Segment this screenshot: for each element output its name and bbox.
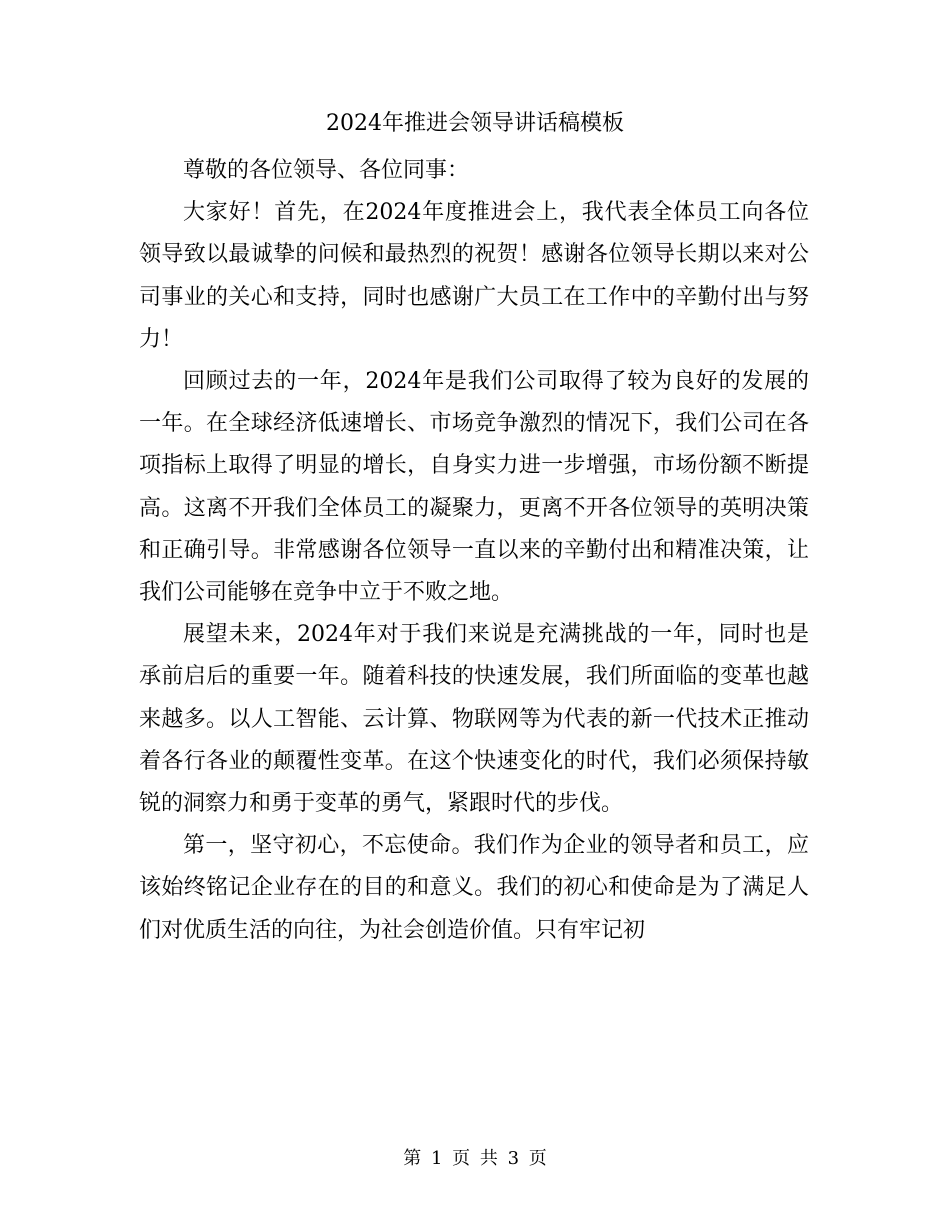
document-title: 2024年推进会领导讲话稿模板 (326, 111, 624, 136)
salutation: 尊敬的各位领导、各位同事： (183, 158, 470, 183)
paragraph-point-one: 第一，坚守初心，不忘使命。我们作为企业的领导者和员工，应该始终铭记企业存在的目的和意义。我们的初心和使命是为了满足人们对优质生活的向往，为社会创造价值。只有牢记初 (139, 833, 809, 943)
paragraph-greeting: 大家好！首先，在2024年度推进会上，我代表全体员工向各位领导致以最诚挚的问候和最热烈的祝贺！感谢各位领导长期以来对公司事业的关心和支持，同时也感谢广大员工在工作中的辛勤付出与努力！ (139, 200, 809, 352)
paragraph-review: 回顾过去的一年，2024年是我们公司取得了较为良好的发展的一年。在全球经济低速增长、市场竞争激烈的情况下，我们公司在各项指标上取得了明显的增长，自身实力进一步增强，市场份额不断提高。这离不开我们全体员工的凝聚力，更离不开各位领导的英明决策和正确引导。非常感谢各位领导一直以来的辛勤付出和精准决策，让我们公司能够在竞争中立于不败之地。 (139, 369, 809, 606)
paragraph-outlook: 展望未来，2024年对于我们来说是充满挑战的一年，同时也是承前启后的重要一年。随着科技的快速发展，我们所面临的变革也越来越多。以人工智能、云计算、物联网等为代表的新一代技术正推动着各行各业的颠覆性变革。在这个快速变化的时代，我们必须保持敏锐的洞察力和勇于变革的勇气，紧跟时代的步伐。 (139, 622, 809, 817)
document-body (139, 150, 809, 952)
page-footer: 第 1 页 共 3 页 (403, 1148, 547, 1169)
